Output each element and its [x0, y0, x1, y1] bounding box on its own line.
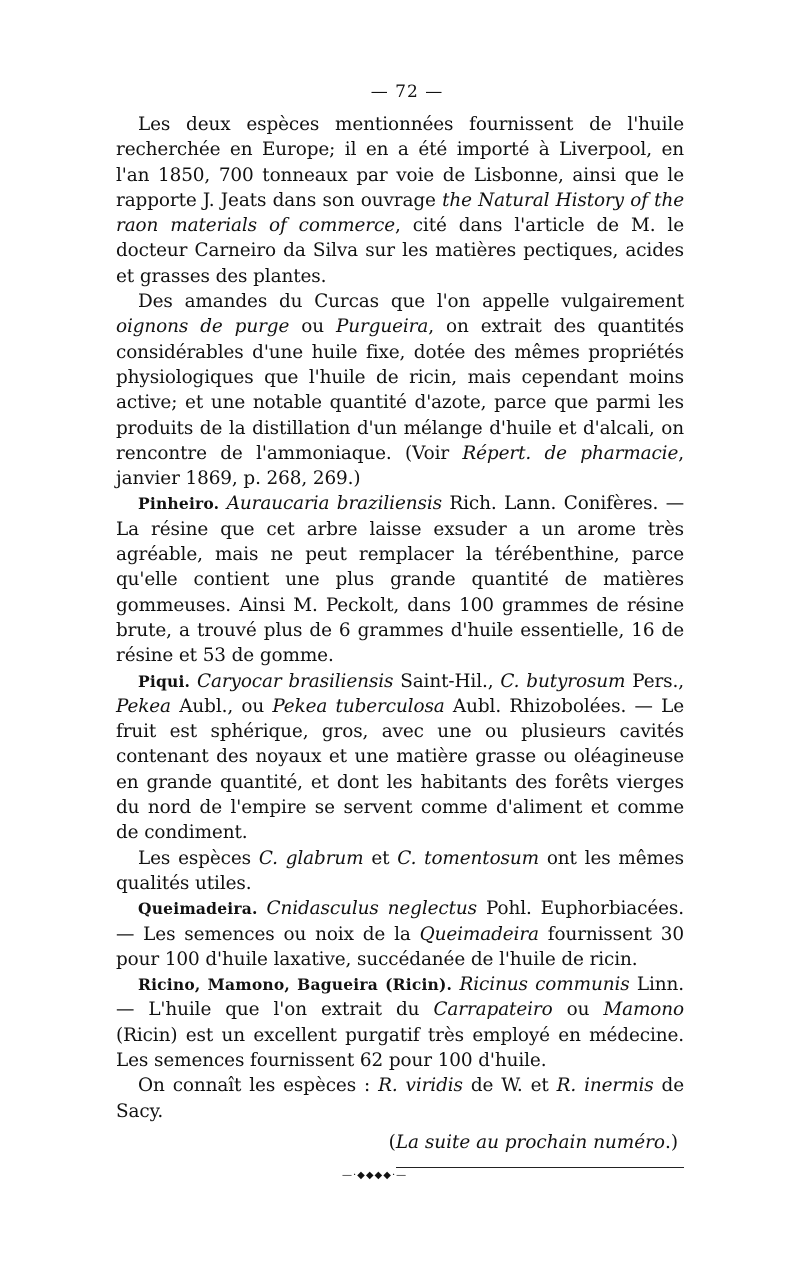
entry-heading: Piqui. — [138, 671, 191, 691]
species-name: Cnidasculus neglectus — [266, 898, 477, 920]
text: Rich. Lann. Conifères. — La résine que cet arbre laisse exsuder a un arome très agréable, mais ne peut remplacer la térébenthine, parce qu'elle contient une plus grande quantité de matières gommeuses. Ainsi M. Peckolt, dans 100 grammes de résine brute, a trouvé plus de 6 grammes d'huile essentielle, 16 de résine et 53 de gomme. — [116, 493, 684, 667]
entry-heading: Pinheiro. — [138, 494, 220, 514]
species-name: C. butyrosum — [500, 670, 626, 692]
italic-term: Purgueira — [335, 316, 429, 338]
species-name: Queimadeira — [419, 923, 539, 945]
text: Pers., — [625, 670, 684, 692]
text: .) — [664, 1131, 678, 1153]
text: fournissent 30 pour 100 d'huile laxative, succédanée de l'huile de ricin. — [116, 923, 684, 970]
species-name: C. glabrum — [258, 847, 364, 869]
text — [190, 671, 197, 692]
text: On connaît les espèces : — [138, 1075, 379, 1097]
species-name: C. tomentosum — [397, 847, 539, 869]
species-name: Pekea — [116, 695, 171, 717]
text: , cité dans l'article de M. le docteur Carneiro da Silva sur les matières pectiques, acides et grasses des plantes. — [116, 215, 684, 287]
text: , janvier 1869, p. 268, 269.) — [116, 442, 684, 490]
text: Des amandes du Curcas que l'on appelle vulgairement — [138, 291, 684, 313]
species-name: R. viridis — [378, 1075, 463, 1097]
species-name: R. inermis — [556, 1075, 654, 1097]
text: Linn. — L'huile que l'on extrait du — [116, 974, 685, 1021]
text: Les deux espèces mentionnées fournissent de l'huile recherchée en Europe; il en a été importé à Liverpool, en l'an 1850, 700 tonneaux par voie de Lisbonne, ainsi que le rapporte J. Jeats dans son ouvrage — [116, 114, 684, 211]
entry-heading: Ricino, Mamono, Bagueira (Ricin). — [138, 975, 453, 995]
continuation-note — [116, 1132, 684, 1153]
text: (Ricin) est un excellent purgatif très employé en médecine. Les semences fournissent 62 pour 100 d'huile. — [116, 1024, 684, 1071]
journal-title: Répert. de pharmacie — [462, 442, 679, 464]
paragraph-caryocar-species — [116, 846, 684, 897]
continuation-text: La suite au prochain numéro — [395, 1131, 665, 1153]
text: de Sacy. — [116, 1075, 685, 1122]
species-name: Pekea tuberculosa — [272, 695, 445, 717]
page — [116, 82, 684, 1181]
text: Saint-Hil., — [393, 670, 501, 692]
species-name: Auraucaria braziliensis — [226, 493, 442, 515]
book-title: the Natural History of the raon materials of commerce — [116, 189, 684, 237]
text: Aubl. Rhizobolées. — Le fruit est sphérique, gros, avec une ou plusieurs cavités contenant des noyaux et une matière grasse ou oléagineuse en grande quantité, et dont les habitants des forêts vierges du nord de l'empire se servent comme d'aliment et comme de condiment. — [116, 695, 684, 844]
paragraph-ricinus-species — [116, 1073, 684, 1124]
species-name: Ricinus communis — [459, 974, 630, 996]
italic-term: oignons de purge — [116, 316, 290, 338]
text: ( — [388, 1131, 396, 1153]
text: , on extrait des quantités considérables d'une huile fixe, dotée des mêmes propriétés physiologiques que l'huile de ricin, mais cependant moins active; et une notable quantité d'azote, parce que parmi les produits de la distillation d'un mélange d'huile et d'alcali, on rencontre de l'ammoniaque. (Voir — [116, 316, 684, 464]
text: ou — [552, 999, 604, 1021]
text: Pohl. Euphorbiacées. — Les semences ou noix de la — [116, 898, 684, 945]
text: Aubl., ou — [170, 695, 273, 717]
ornament: —·◆◆◆◆·— — [342, 1169, 408, 1181]
paragraph-piqui — [116, 669, 684, 846]
paragraph-1 — [116, 112, 684, 289]
species-name: Mamono — [603, 999, 684, 1021]
species-name: Carrapateiro — [433, 999, 553, 1021]
page-number: — 72 — — [370, 82, 444, 102]
text: ont les mêmes qualités utiles. — [116, 847, 685, 894]
paragraph-2 — [116, 289, 684, 491]
text: et — [363, 847, 398, 869]
text — [219, 493, 226, 514]
text: Les espèces — [138, 847, 259, 869]
entry-heading: Queimadeira. — [138, 899, 258, 919]
text: ou — [289, 316, 336, 338]
text — [258, 898, 267, 919]
paragraph-pinheiro — [116, 491, 684, 668]
paragraph-queimadeira — [116, 896, 684, 972]
species-name: Caryocar brasiliensis — [197, 670, 394, 692]
divider-rule — [396, 1167, 684, 1168]
paragraph-ricino — [116, 972, 684, 1073]
text: de W. et — [462, 1075, 557, 1097]
